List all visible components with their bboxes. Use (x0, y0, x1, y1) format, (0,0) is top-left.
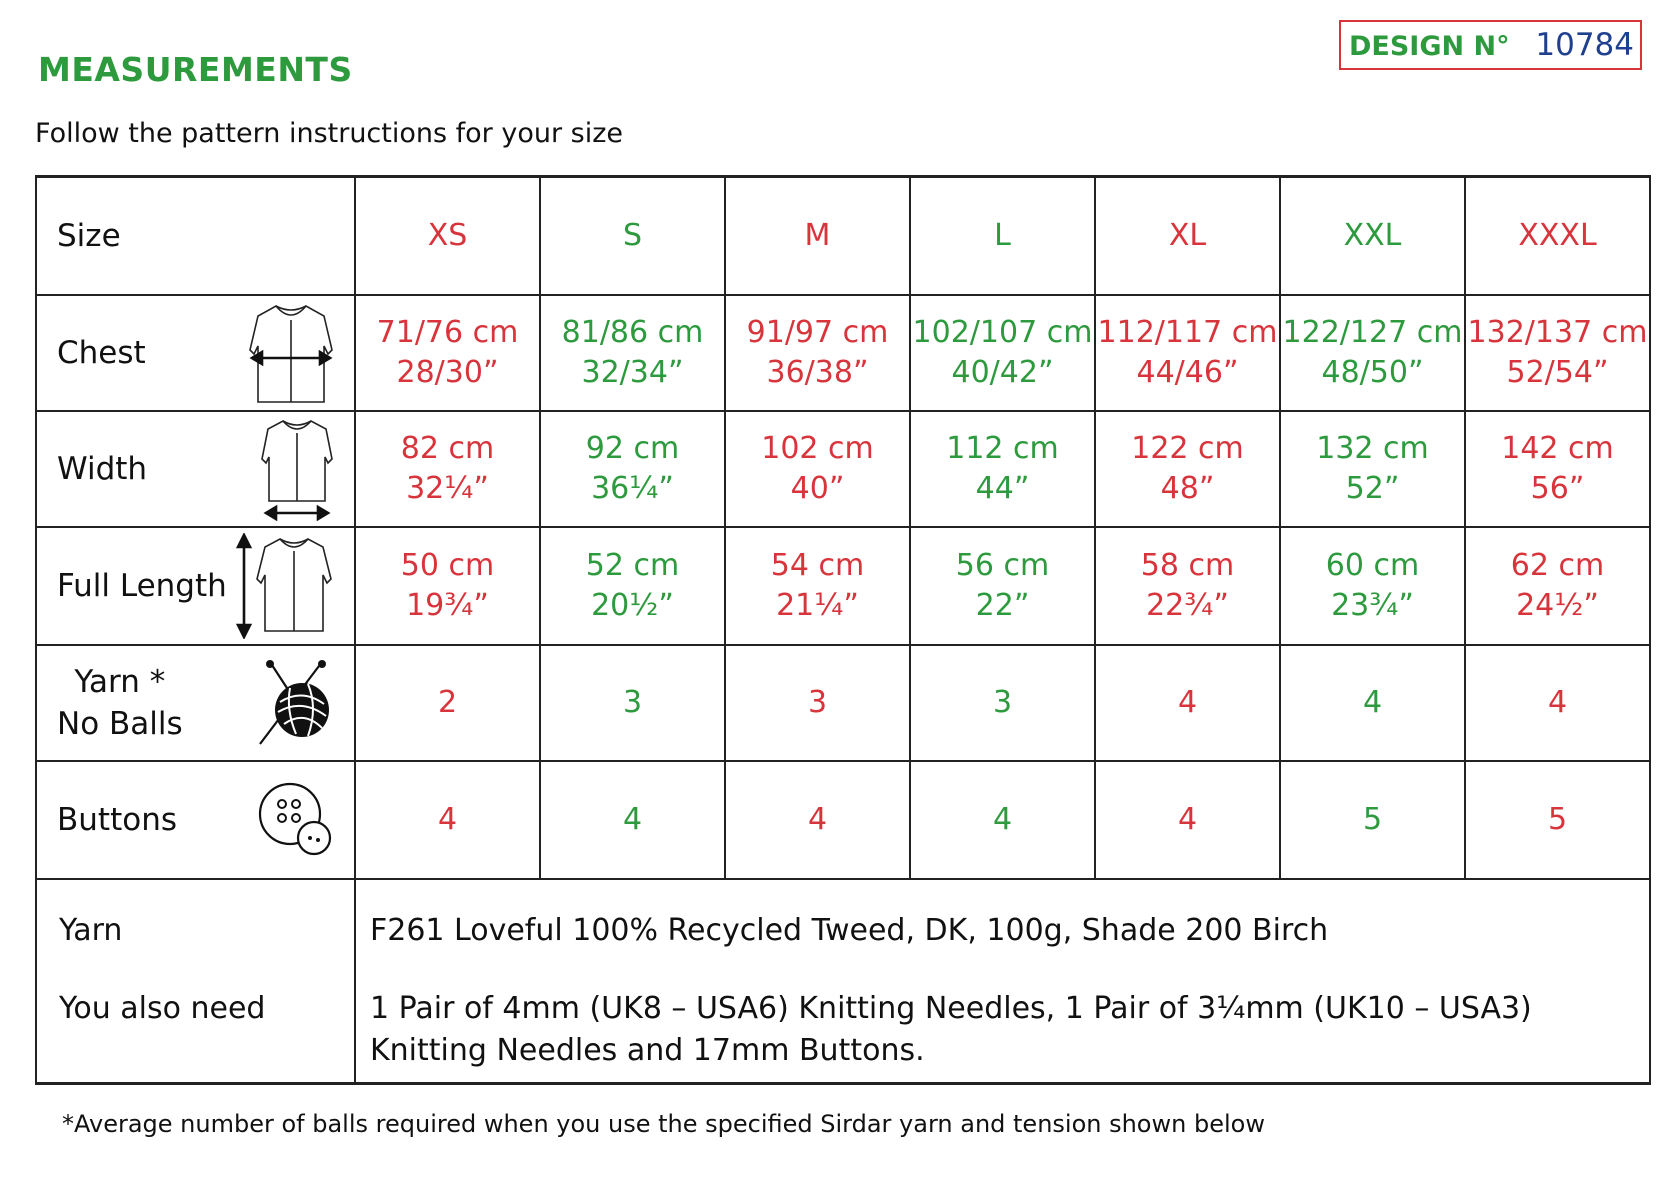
width-cell (1465, 411, 1650, 527)
size-cell (1095, 177, 1280, 295)
row-label-width: Width (57, 450, 148, 487)
size-cell (1465, 177, 1650, 295)
buttons-cell (1095, 761, 1280, 879)
design-label: DESIGN N° (1349, 31, 1510, 62)
chest-cell (910, 295, 1095, 411)
chest-in: 52/54” (1506, 354, 1609, 390)
buttons-value: 4 (1177, 801, 1198, 837)
cardigan-chest-icon (246, 298, 336, 408)
buttons-cell (910, 761, 1095, 879)
length-cell (355, 527, 540, 645)
yarn-balls-label-cell (36, 645, 355, 761)
cardigan-width-icon (258, 417, 336, 521)
length-cell (1465, 527, 1650, 645)
buttons-row (36, 761, 1650, 879)
size-cell (355, 177, 540, 295)
design-number: 10784 (1535, 27, 1634, 63)
size-value: S (622, 217, 643, 253)
row-label-full-length: Full Length (57, 567, 227, 604)
width-row (36, 411, 1650, 527)
width-cell (540, 411, 725, 527)
width-in: 36¼” (591, 470, 674, 506)
size-value: XS (427, 217, 468, 253)
row-label-yarn: Yarn * (74, 663, 166, 700)
buttons-value: 5 (1362, 801, 1383, 837)
length-cm: 60 cm (1325, 547, 1420, 583)
width-cm: 82 cm (400, 430, 495, 466)
buttons-value: 4 (992, 801, 1013, 837)
yarn-label: Yarn (59, 912, 123, 948)
chest-cell (1280, 295, 1465, 411)
you-also-need-label: You also need (59, 990, 266, 1026)
length-in: 19¾” (406, 587, 489, 623)
chest-in: 32/34” (581, 354, 684, 390)
full-length-row (36, 527, 1650, 645)
buttons-cell (355, 761, 540, 879)
size-cell (540, 177, 725, 295)
size-cell (725, 177, 910, 295)
length-cm: 54 cm (770, 547, 865, 583)
info-row (36, 879, 1650, 1084)
width-cell (355, 411, 540, 527)
width-in: 40” (790, 470, 845, 506)
balls-cell (910, 645, 1095, 761)
width-cell (910, 411, 1095, 527)
size-value: XXL (1343, 217, 1402, 253)
row-label-yarn-balls (57, 661, 183, 745)
size-value: XL (1168, 217, 1207, 253)
length-cell (540, 527, 725, 645)
width-cm: 102 cm (761, 430, 874, 466)
chest-in: 28/30” (396, 354, 499, 390)
chest-in: 44/46” (1136, 354, 1239, 390)
buttons-value: 4 (437, 801, 458, 837)
balls-value: 3 (807, 684, 828, 720)
buttons-value: 4 (807, 801, 828, 837)
balls-cell (1095, 645, 1280, 761)
balls-value: 3 (992, 684, 1013, 720)
width-in: 56” (1530, 470, 1585, 506)
chest-row (36, 295, 1650, 411)
balls-cell (1280, 645, 1465, 761)
size-cell (910, 177, 1095, 295)
size-value: XXXL (1518, 217, 1597, 253)
width-cm: 122 cm (1131, 430, 1244, 466)
length-cell (1280, 527, 1465, 645)
width-in: 48” (1160, 470, 1215, 506)
chest-cell (1465, 295, 1650, 411)
chest-cm: 71/76 cm (376, 314, 519, 350)
info-labels-cell (36, 879, 355, 1084)
need-text-line-1: 1 Pair of 4mm (UK8 – USA6) Knitting Needles, 1 Pair of 3¼mm (UK10 – USA3) (370, 990, 1532, 1026)
balls-value: 2 (437, 684, 458, 720)
width-label-cell (36, 411, 355, 527)
buttons-label-cell (36, 761, 355, 879)
chest-label-cell (36, 295, 355, 411)
size-row (36, 177, 1650, 295)
length-cell (725, 527, 910, 645)
chest-cm: 102/107 cm (912, 314, 1093, 350)
width-cm: 92 cm (585, 430, 680, 466)
chest-in: 40/42” (951, 354, 1054, 390)
info-text-cell (355, 879, 1650, 1084)
size-cell (1280, 177, 1465, 295)
buttons-cell (540, 761, 725, 879)
buttons-cell (725, 761, 910, 879)
chest-in: 48/50” (1321, 354, 1424, 390)
balls-cell (540, 645, 725, 761)
chest-cm: 91/97 cm (746, 314, 889, 350)
row-label-buttons: Buttons (57, 801, 177, 838)
buttons-icon (256, 780, 336, 860)
balls-value: 4 (1362, 684, 1383, 720)
yarn-balls-row (36, 645, 1650, 761)
buttons-value: 5 (1547, 801, 1568, 837)
balls-value: 4 (1547, 684, 1568, 720)
buttons-cell (1465, 761, 1650, 879)
balls-value: 3 (622, 684, 643, 720)
balls-cell (355, 645, 540, 761)
measurements-table (35, 175, 1651, 1085)
need-text-line-2: Knitting Needles and 17mm Buttons. (370, 1032, 925, 1068)
yarn-text: F261 Loveful 100% Recycled Tweed, DK, 100g, Shade 200 Birch (370, 912, 1329, 948)
chest-cm: 122/127 cm (1282, 314, 1463, 350)
chest-cm: 81/86 cm (561, 314, 704, 350)
width-cm: 112 cm (946, 430, 1059, 466)
length-cm: 62 cm (1510, 547, 1605, 583)
width-cell (1280, 411, 1465, 527)
balls-value: 4 (1177, 684, 1198, 720)
length-cm: 50 cm (400, 547, 495, 583)
footnote: *Average number of balls required when you use the specified Sirdar yarn and tension shown below (62, 1110, 1265, 1138)
chest-cm: 112/117 cm (1097, 314, 1278, 350)
chest-cell (725, 295, 910, 411)
buttons-value: 4 (622, 801, 643, 837)
width-in: 44” (975, 470, 1030, 506)
chest-in: 36/38” (766, 354, 869, 390)
length-in: 21¼” (776, 587, 859, 623)
row-label-size: Size (57, 217, 121, 254)
size-label-cell (36, 177, 355, 295)
design-number-box (1339, 20, 1642, 70)
page-title: MEASUREMENTS (38, 50, 353, 89)
chest-cm: 132/137 cm (1467, 314, 1648, 350)
size-value: M (804, 217, 831, 253)
balls-cell (1465, 645, 1650, 761)
length-cm: 56 cm (955, 547, 1050, 583)
length-in: 22” (975, 587, 1030, 623)
width-in: 52” (1345, 470, 1400, 506)
yarn-ball-needles-icon (256, 658, 336, 748)
cardigan-length-icon (236, 533, 336, 639)
length-in: 23¾” (1331, 587, 1414, 623)
row-label-chest: Chest (57, 334, 146, 371)
subtitle: Follow the pattern instructions for your size (35, 118, 624, 149)
length-in: 20½” (591, 587, 674, 623)
width-cm: 142 cm (1501, 430, 1614, 466)
width-cm: 132 cm (1316, 430, 1429, 466)
width-cell (1095, 411, 1280, 527)
size-value: L (994, 217, 1011, 253)
row-label-no-balls: No Balls (57, 705, 183, 742)
width-in: 32¼” (406, 470, 489, 506)
length-cell (910, 527, 1095, 645)
width-cell (725, 411, 910, 527)
full-length-label-cell (36, 527, 355, 645)
length-cm: 52 cm (585, 547, 680, 583)
chest-cell (540, 295, 725, 411)
length-in: 22¾” (1146, 587, 1229, 623)
chest-cell (1095, 295, 1280, 411)
chest-cell (355, 295, 540, 411)
length-in: 24½” (1516, 587, 1599, 623)
balls-cell (725, 645, 910, 761)
length-cell (1095, 527, 1280, 645)
length-cm: 58 cm (1140, 547, 1235, 583)
buttons-cell (1280, 761, 1465, 879)
